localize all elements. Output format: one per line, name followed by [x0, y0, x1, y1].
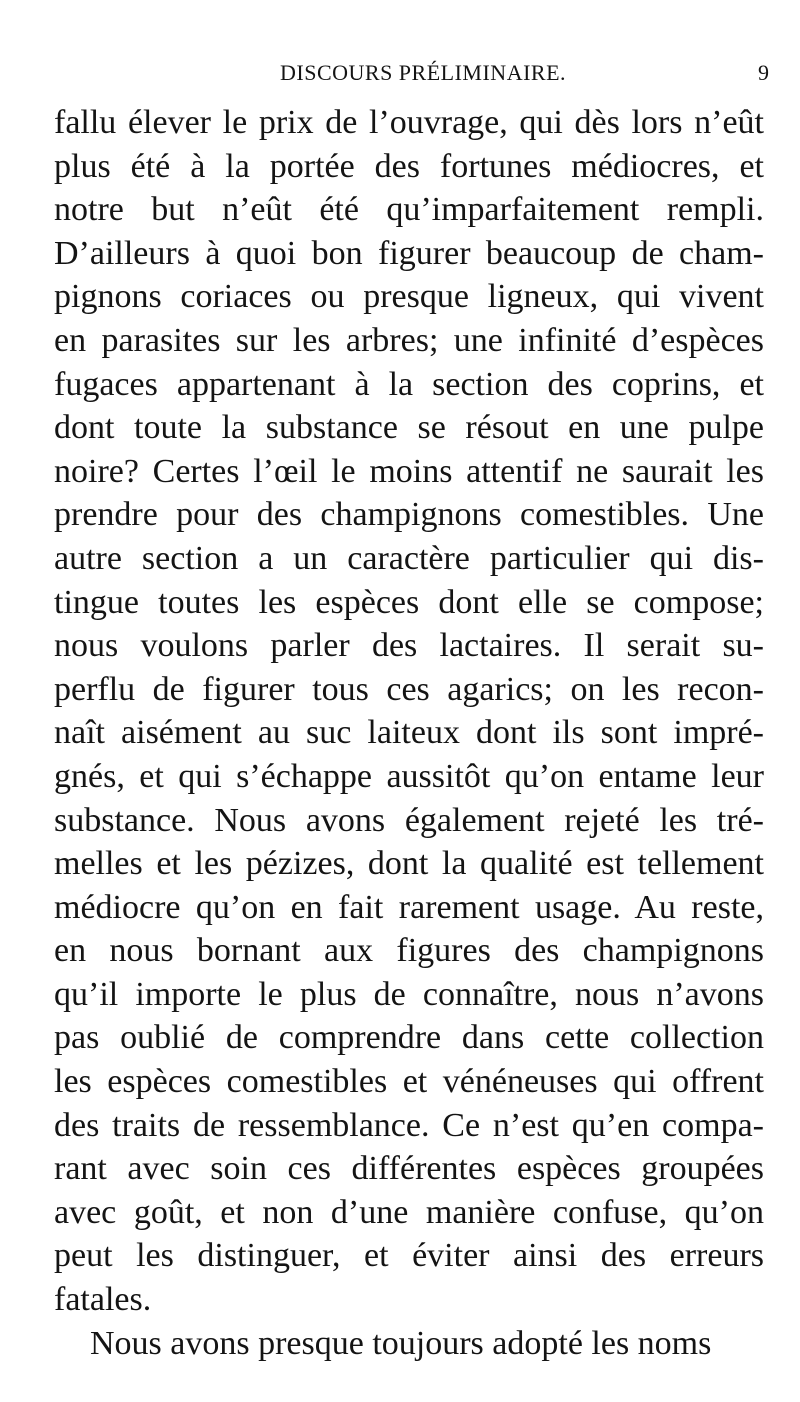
text-line: avec goût, et non d’une manière confuse, qu’on — [54, 1193, 764, 1231]
text-line: fatales. — [54, 1281, 152, 1319]
text-line: Nous avons presque toujours adopté les noms — [90, 1324, 712, 1362]
text-line: des traits de ressemblance. Ce n’est qu’en compa- — [54, 1106, 764, 1144]
text-line: melles et les pézizes, dont la qualité est tellement — [54, 845, 764, 883]
text-line: plus été à la portée des fortunes médiocres, et — [54, 147, 764, 185]
text-line: perflu de figurer tous ces agarics; on les recon- — [54, 670, 764, 708]
text-line: D’ailleurs à quoi bon figurer beaucoup de cham- — [54, 234, 764, 272]
text-line: médiocre qu’on en fait rarement usage. Au reste, — [54, 888, 764, 926]
text-line: nous voulons parler des lactaires. Il serait su- — [54, 627, 764, 665]
text-line: autre section a un caractère particulier qui dis- — [54, 539, 764, 577]
text-line: naît aisément au suc laiteux dont ils sont impré- — [54, 714, 764, 752]
body-text — [54, 101, 764, 1365]
text-line: prendre pour des champignons comestibles. Une — [54, 496, 764, 534]
text-line: pas oublié de comprendre dans cette collection — [54, 1019, 764, 1057]
text-line: pignons coriaces ou presque ligneux, qui vivent — [54, 278, 764, 316]
text-line: notre but n’eût été qu’imparfaitement rempli. — [54, 191, 764, 229]
page-number: 9 — [758, 60, 769, 85]
text-line: gnés, et qui s’échappe aussitôt qu’on entame leur — [54, 757, 764, 795]
text-line: dont toute la substance se résout en une pulpe — [54, 409, 764, 447]
text-line: tingue toutes les espèces dont elle se compose; — [54, 583, 764, 621]
text-line: fugaces appartenant à la section des coprins, et — [54, 365, 764, 403]
text-line: en parasites sur les arbres; une infinité d’espèces — [54, 321, 764, 359]
text-line: en nous bornant aux figures des champignons — [54, 932, 764, 970]
text-line: les espèces comestibles et vénéneuses qui offrent — [54, 1063, 764, 1101]
text-line: peut les distinguer, et éviter ainsi des erreurs — [54, 1237, 764, 1275]
text-line: substance. Nous avons également rejeté les tré- — [54, 801, 764, 839]
text-line: noire? Certes l’œil le moins attentif ne saurait les — [54, 452, 764, 490]
text-line: fallu élever le prix de l’ouvrage, qui dès lors n’eût — [54, 104, 764, 141]
text-line: qu’il importe le plus de connaître, nous n’avons — [54, 975, 764, 1013]
page-header — [0, 60, 800, 88]
running-head: DISCOURS PRÉLIMINAIRE. — [280, 60, 567, 85]
text-line: rant avec soin ces différentes espèces groupées — [54, 1150, 764, 1188]
